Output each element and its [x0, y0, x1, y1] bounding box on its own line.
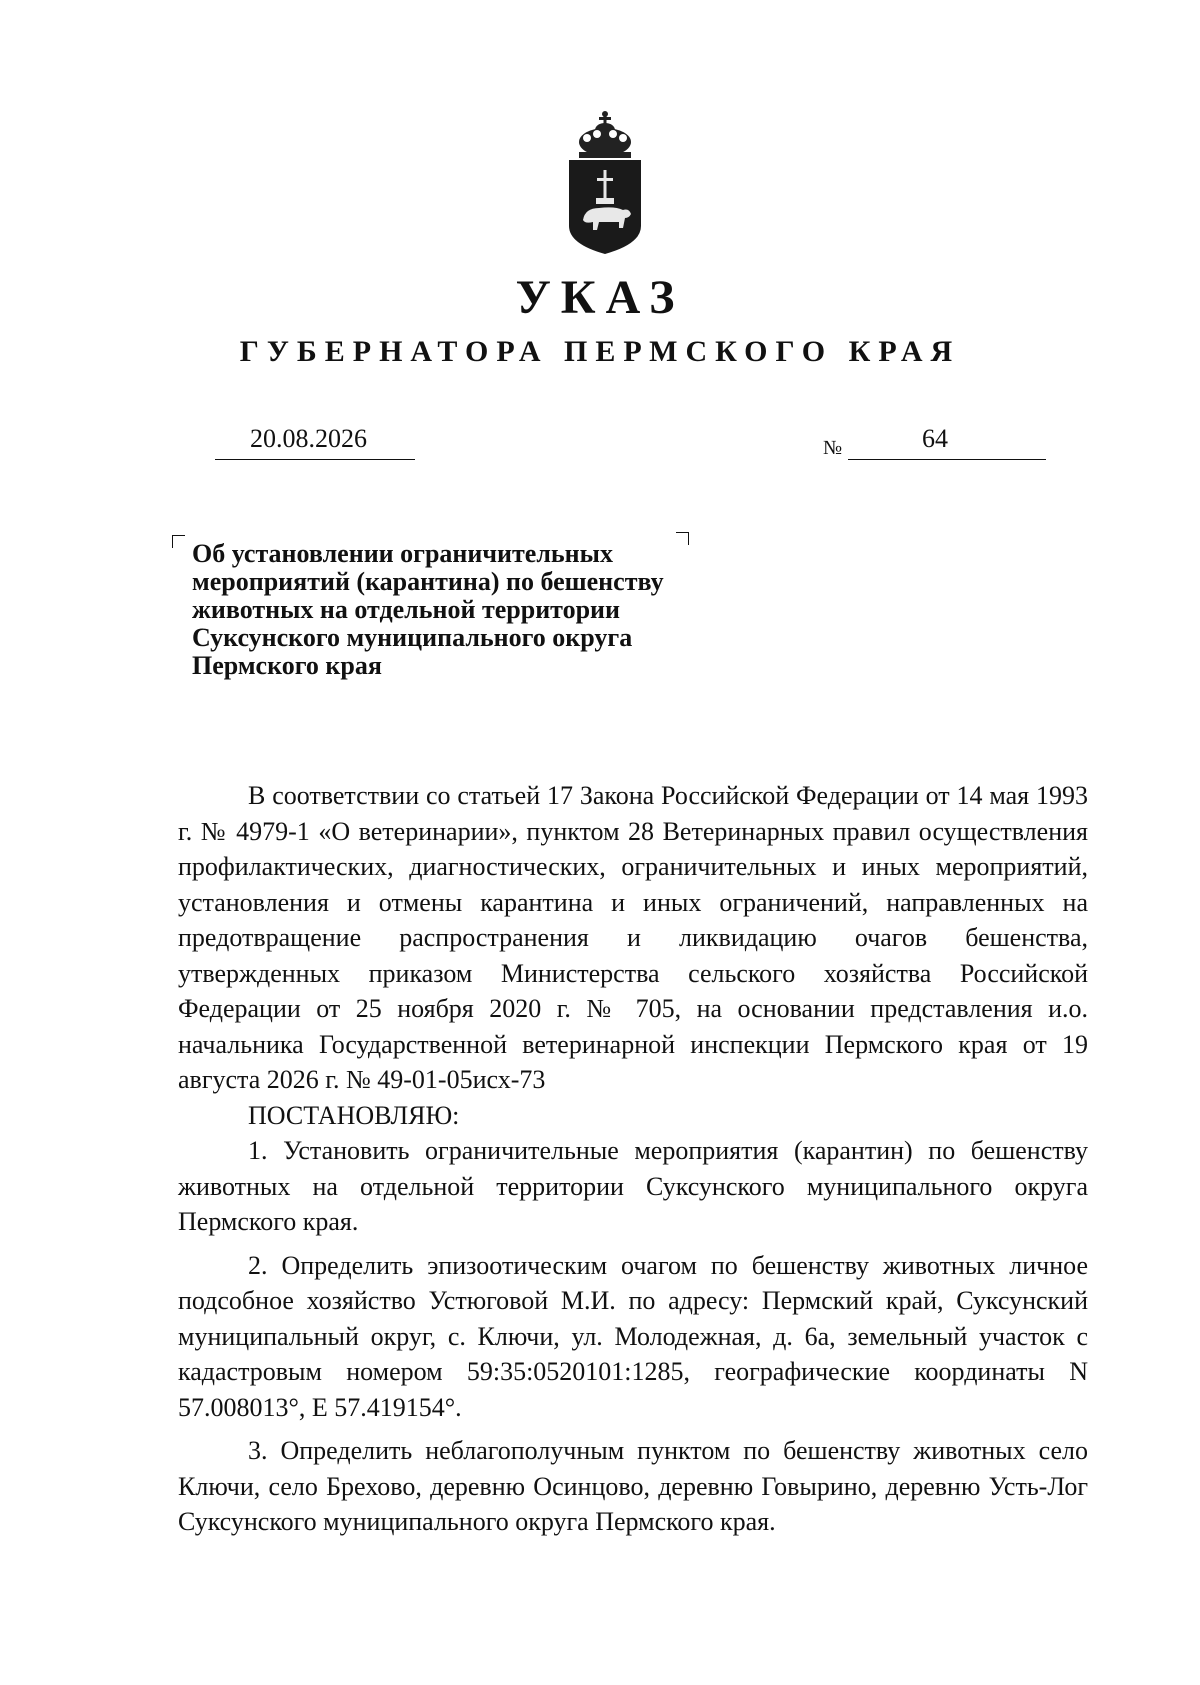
clause-2: 2. Определить эпизоотическим очагом по бешенству животных личное подсобное хозяйство Устюговой М.И. по адресу: Пермский край, Суксунский муниципальный округ, с. Ключи, ул. Молодежная, д. 6а, земельный участок с кадастровым номером 59:35:0520101:1285, географические координаты N 57.008013°, E 57.419154°.: [178, 1250, 1088, 1422]
heading-line: Пермского края: [192, 651, 382, 680]
document-date: 20.08.2026: [250, 424, 367, 453]
heading-line: животных на отдельной территории: [192, 595, 621, 624]
decree-body: [178, 778, 1088, 1540]
document-title: УКАЗ: [515, 271, 685, 324]
document-number: 64: [922, 424, 948, 453]
clause-3: 3. Определить неблагополучным пунктом по бешенству животных село Ключи, село Брехово, деревню Осинцово, деревню Говырино, деревню Усть-Лог Суксунского муниципального округа Пермского края.: [178, 1436, 1088, 1536]
heading-line: Об установлении ограничительных: [192, 539, 613, 568]
document-subtitle: ГУБЕРНАТОРА ПЕРМСКОГО КРАЯ: [239, 335, 961, 368]
clause-1: 1. Установить ограничительные мероприятия (карантин) по бешенству животных на отдельной территории Суксунского муниципального округа Пермского края.: [178, 1136, 1088, 1236]
heading-line: мероприятий (карантина) по бешенству: [192, 567, 664, 596]
heading-corner-left: [172, 535, 185, 548]
preamble-paragraph: В соответствии со статьей 17 Закона Российской Федерации от 14 мая 1993 г. № 4979-1 «О ветеринарии», пунктом 28 Ветеринарных правил осуществления профилактических, диагностических, ограничительных и иных мероприятий, установления и отмены карантина и иных ограничений, направленных на предотвращение распространения и ликвидацию очагов бешенства, утвержденных приказом Министерства сельского хозяйства Российской Федерации от 25 ноября 2020 г. № 705, на основании представления и.о. начальника Государственной ветеринарной инспекции Пермского края от 19 августа 2026 г. № 49-01-05исх-73: [178, 781, 1088, 1094]
heading-line: Суксунского муниципального округа: [192, 623, 633, 652]
coat-of-arms-icon: [565, 108, 645, 256]
decree-heading: [192, 540, 752, 680]
number-sign: №: [823, 437, 843, 459]
resolve-line: ПОСТАНОВЛЯЮ:: [248, 1100, 460, 1130]
